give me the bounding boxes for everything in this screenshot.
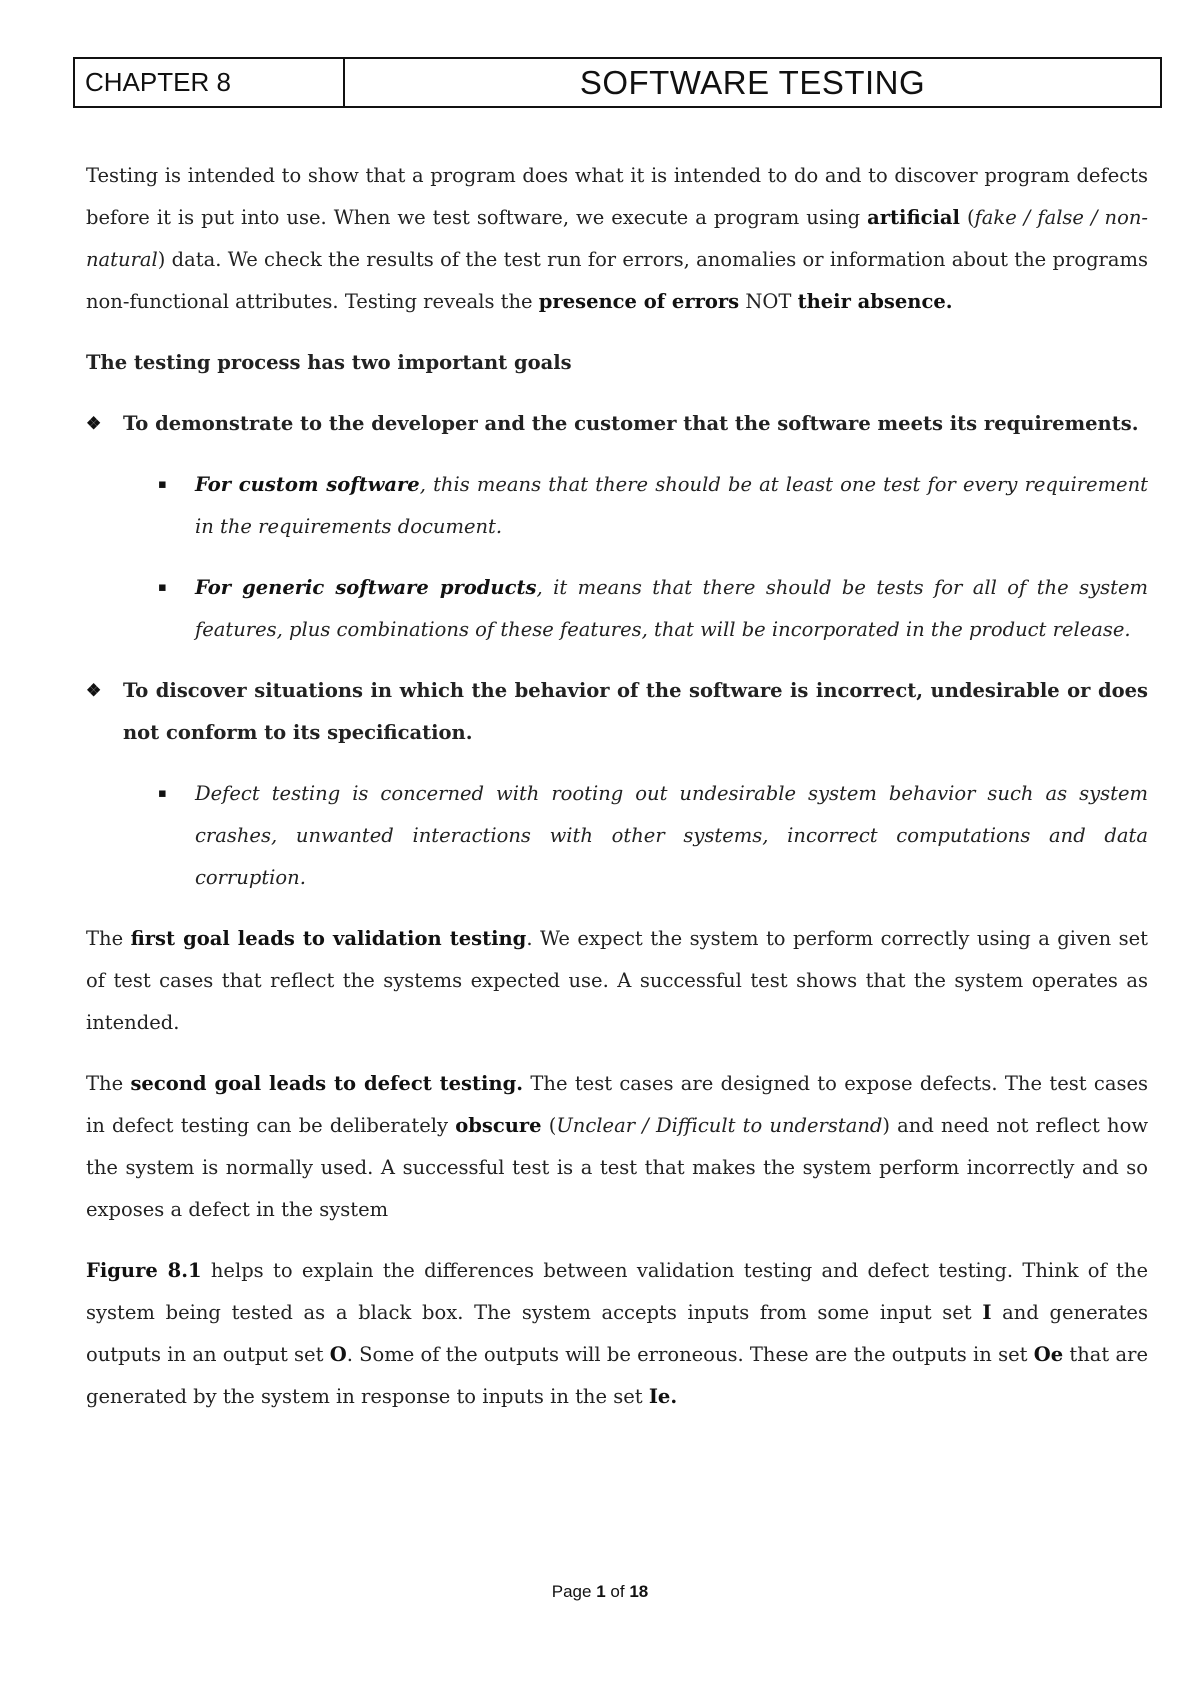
defect-text-2: The test cases are designed to expose defects. The test cases in defect testing can be deliberately <box>86 1072 1149 1137</box>
custom-software-label: For custom software <box>195 473 420 496</box>
goal-1-subitem-2 <box>158 567 1148 651</box>
defect-text-4: ) and need not reflect how the system is normally used. A successful test is a test that makes the system perform incorrectly and so exposes a defect in the system <box>86 1114 1149 1221</box>
goal-1-subitem-1 <box>158 464 1148 548</box>
intro-bold-absence: their absence. <box>797 290 953 313</box>
figure-text-2: and generates outputs in an output set <box>86 1301 1148 1366</box>
intro-text-4: NOT <box>739 290 798 313</box>
chapter-title: SOFTWARE TESTING <box>579 63 926 101</box>
figure-bold-Oe: Oe <box>1033 1343 1064 1366</box>
defect-paragraph <box>86 1063 1148 1231</box>
intro-paragraph <box>86 155 1148 323</box>
square-bullet-icon: ▪ <box>158 580 167 595</box>
goal-item-1 <box>86 403 1148 445</box>
figure-bold-I: I <box>982 1301 992 1324</box>
figure-text-1: helps to explain the differences between validation testing and defect testing. Think of the system being tested as a black box. The system accepts inputs from some input set <box>86 1259 1148 1324</box>
figure-text-4: that are generated by the system in response to inputs in the set <box>86 1343 1148 1408</box>
diamond-bullet-icon: ❖ <box>86 414 102 434</box>
validation-text-2: . We expect the system to perform correctly using a given set of test cases that reflect the systems expected use. A successful test shows that the system operates as intended. <box>86 927 1148 1034</box>
intro-text-2: ( <box>959 206 975 229</box>
goal-1-subitem-2-text <box>195 567 1148 651</box>
chapter-header <box>73 57 1162 108</box>
goal-2-subitem-1-text: Defect testing is concerned with rooting out undesirable system behavior such as system crashes, unwanted interactions with other systems, incorrect computations and data corruption. <box>195 782 1148 889</box>
goal-1-subitem-1-text <box>195 464 1148 548</box>
diamond-bullet-icon: ❖ <box>86 681 102 701</box>
defect-text-1: The <box>86 1072 131 1095</box>
goal-2-subitem-1 <box>158 773 1148 899</box>
intro-bold-artificial: artificial <box>867 206 960 229</box>
generic-software-desc: , it means that there should be tests for all of the system features, plus combinations of these features, that will be incorporated in the product release. <box>195 576 1148 641</box>
validation-text-1: The <box>86 927 131 950</box>
square-bullet-icon: ▪ <box>158 477 167 492</box>
generic-software-label: For generic software products <box>195 576 537 599</box>
page-footer <box>0 1582 1200 1602</box>
intro-bold-presence: presence of errors <box>538 290 740 313</box>
figure-bold-Ie: Ie. <box>648 1385 678 1408</box>
square-bullet-icon: ▪ <box>158 786 167 801</box>
goals-heading: The testing process has two important goals <box>86 351 572 374</box>
goal-item-2 <box>86 670 1148 754</box>
validation-paragraph <box>86 918 1148 1044</box>
validation-bold: first goal leads to validation testing <box>130 927 527 950</box>
page-body <box>86 155 1148 1437</box>
goal-1-text: To demonstrate to the developer and the customer that the software meets its requirements. <box>123 412 1139 435</box>
intro-italic-fake: fake / false / non-natural <box>86 206 1148 271</box>
defect-bold-obscure: obscure <box>455 1114 542 1137</box>
goal-2-text: To discover situations in which the behavior of the software is incorrect, undesirable or does not conform to its specification. <box>123 679 1148 744</box>
figure-ref: Figure 8.1 <box>86 1259 202 1282</box>
defect-bold-goal: second goal leads to defect testing. <box>130 1072 524 1095</box>
defect-text-3: ( <box>541 1114 557 1137</box>
figure-text-3: . Some of the outputs will be erroneous. These are the outputs in set <box>346 1343 1034 1366</box>
page-label: Page <box>551 1582 592 1601</box>
defect-italic-unclear: Unclear / Difficult to understand <box>556 1114 883 1137</box>
page-total: 18 <box>629 1582 649 1601</box>
page-number: 1 <box>596 1582 606 1601</box>
custom-software-desc: , this means that there should be at least one test for every requirement in the requirements document. <box>195 473 1148 538</box>
page-of-label: of <box>610 1582 625 1601</box>
intro-text-1: Testing is intended to show that a program does what it is intended to do and to discover program defects before it is put into use. When we test software, we execute a program using <box>86 164 1148 229</box>
figure-bold-O: O <box>329 1343 347 1366</box>
chapter-number: CHAPTER 8 <box>75 59 345 106</box>
figure-paragraph <box>86 1250 1148 1418</box>
intro-text-3: ) data. We check the results of the test run for errors, anomalies or information about the programs non-functional attributes. Testing reveals the <box>86 248 1148 313</box>
